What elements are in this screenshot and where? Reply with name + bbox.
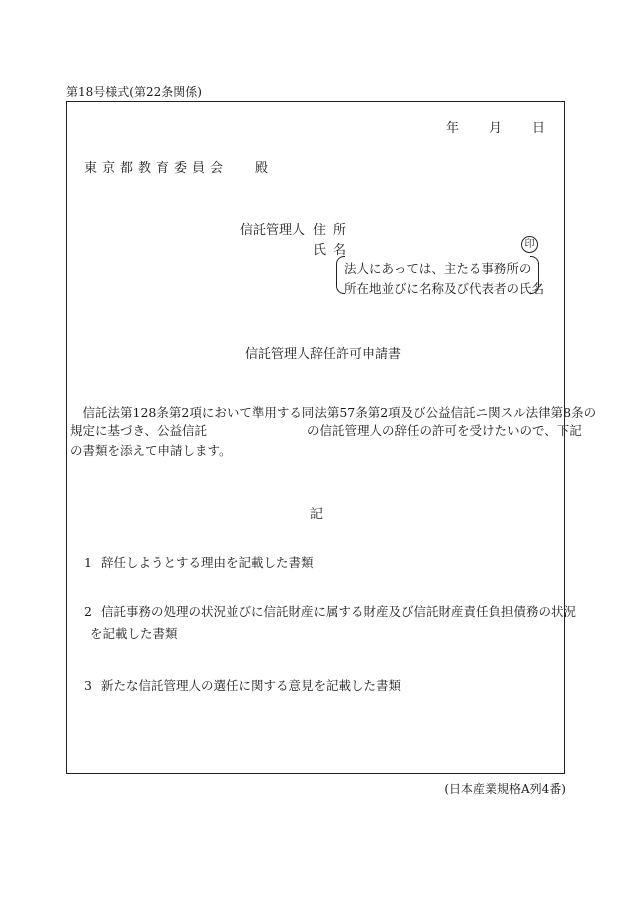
body-line-3: の書類を添えて申請します。	[70, 443, 232, 458]
honorific: 殿	[255, 161, 269, 176]
list-item	[84, 602, 576, 620]
body-line-2: 規定に基づき、公益信託 の信託管理人の辞任の許可を受けたいので、下記	[70, 423, 582, 438]
item-text-continuation: を記載した書類	[90, 626, 178, 641]
list-item	[84, 676, 401, 694]
item-number: 3	[84, 678, 92, 693]
list-item	[84, 553, 314, 571]
address-label: 住所	[313, 223, 354, 238]
date-day-label: 日	[531, 121, 545, 136]
document-title: 信託管理人辞任許可申請書	[245, 347, 402, 362]
body-text-1: 信託法第128条第2項において準用する同法第57条第2項及び公益信託ニ関スル法律第8条の	[82, 405, 597, 420]
seal-mark: 印	[521, 236, 538, 253]
body-line-1	[70, 403, 596, 421]
item-number: 1	[84, 555, 92, 570]
item-text: 新たな信託管理人の選任に関する意見を記載した書類	[101, 678, 402, 693]
date-line	[446, 117, 545, 136]
name-label: 氏名	[313, 243, 354, 258]
ki-heading: 記	[310, 507, 324, 522]
item-number: 2	[84, 604, 92, 619]
item-text: 辞任しようとする理由を記載した書類	[101, 555, 314, 570]
recipient: 東京都教育委員会	[84, 161, 229, 176]
corporation-note-line1: 法人にあっては、主たる事務所の	[344, 261, 532, 276]
item-text: 信託事務の処理の状況並びに信託財産に属する財産及び信託財産責任負担債務の状況	[101, 604, 577, 619]
corporation-note-line2: 所在地並びに名称及び代表者の氏名	[344, 281, 545, 296]
date-year-label: 年	[445, 121, 459, 136]
date-month-label: 月	[488, 121, 502, 136]
paper-size-note: (日本産業規格A列4番)	[444, 782, 566, 796]
form-number-label: 第18号様式(第22条関係)	[66, 85, 202, 99]
trustee-label: 信託管理人	[240, 223, 306, 238]
